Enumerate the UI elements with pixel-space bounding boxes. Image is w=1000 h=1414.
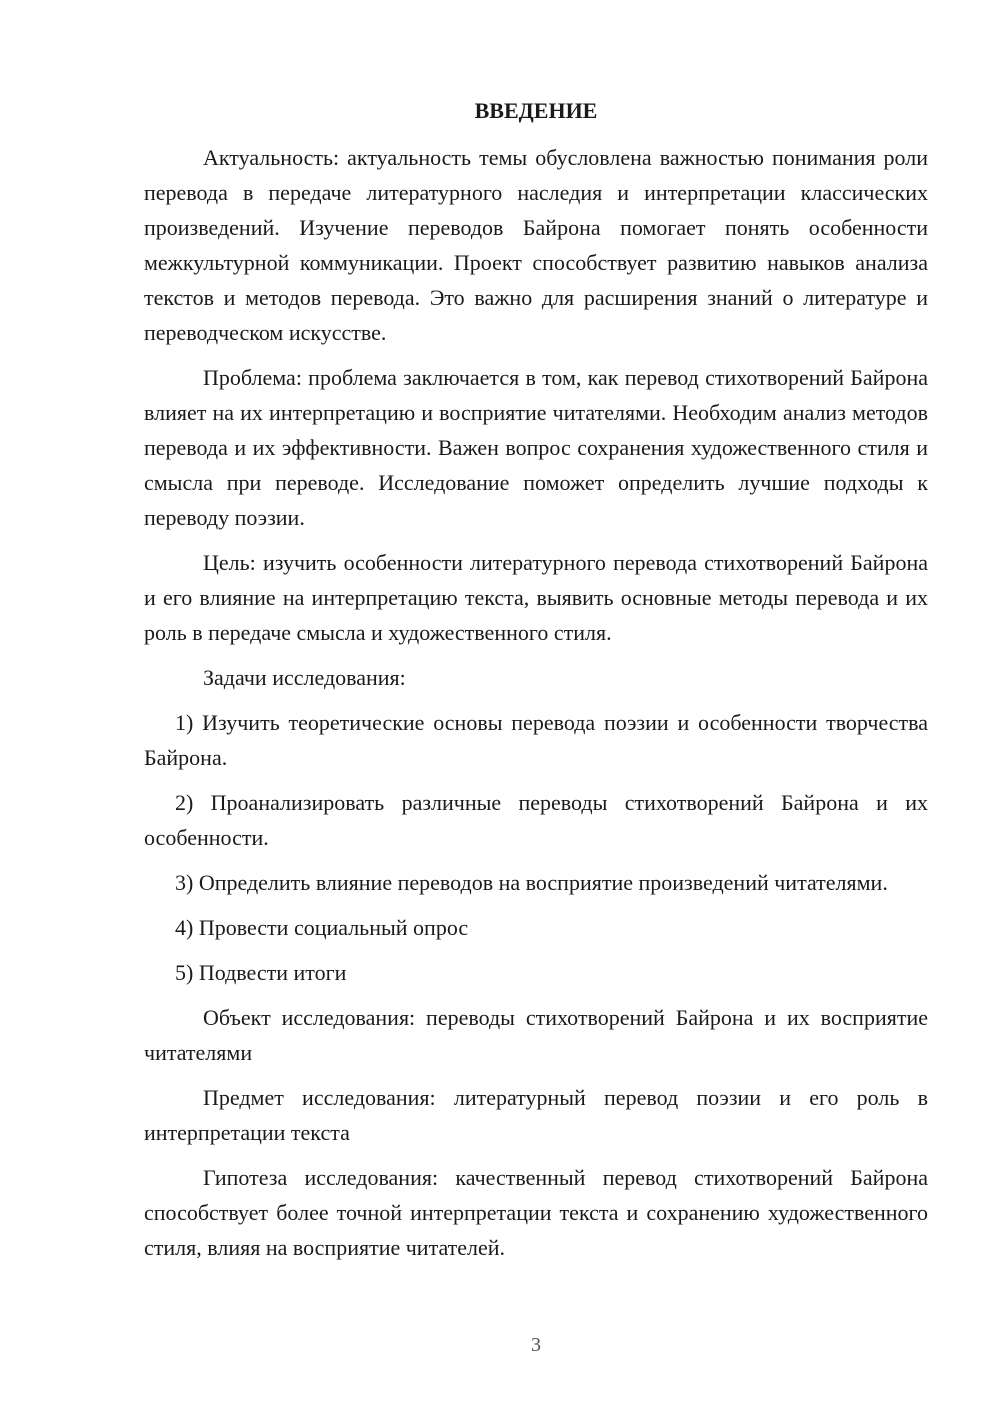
task-item-3: 3) Определить влияние переводов на восприятие произведений читателями. xyxy=(175,870,888,895)
paragraph-hypothesis: Гипотеза исследования: качественный перевод стихотворений Байрона способствует более точной интерпретации текста и сохранению художественного стиля, влияя на восприятие читателей. xyxy=(144,1165,928,1260)
document-body xyxy=(144,96,928,1275)
page-number: 3 xyxy=(531,1334,541,1356)
paragraph-goal: Цель: изучить особенности литературного перевода стихотворений Байрона и его влияние на интерпретацию текста, выявить основные методы перевода и их роль в передаче смысла и художественного стиля. xyxy=(144,550,928,645)
paragraph-tasks-heading: Задачи исследования: xyxy=(203,665,406,690)
task-item-1: 1) Изучить теоретические основы перевода поэзии и особенности творчества Байрона. xyxy=(144,710,928,770)
task-item-4: 4) Провести социальный опрос xyxy=(175,915,469,940)
task-item-2: 2) Проанализировать различные переводы стихотворений Байрона и их особенности. xyxy=(144,790,928,850)
paragraph-problem: Проблема: проблема заключается в том, как перевод стихотворений Байрона влияет на их интерпретацию и восприятие читателями. Необходим анализ методов перевода и их эффективности. Важен вопрос сохранения художественного стиля и смысла при переводе. Исследование поможет определить лучшие подходы к переводу поэзии. xyxy=(144,365,928,530)
paragraph-object: Объект исследования: переводы стихотворений Байрона и их восприятие читателями xyxy=(144,1005,928,1065)
paragraph-relevance: Актуальность: актуальность темы обусловлена важностью понимания роли перевода в передаче литературного наследия и интерпретации классических произведений. Изучение переводов Байрона помогает понять особенности межкультурной коммуникации. Проект способствует развитию навыков анализа текстов и методов перевода. Это важно для расширения знаний о литературе и переводческом искусстве. xyxy=(144,145,928,345)
paragraph-subject: Предмет исследования: литературный перевод поэзии и его роль в интерпретации текста xyxy=(144,1085,928,1145)
section-heading: ВВЕДЕНИЕ xyxy=(474,98,598,123)
task-item-5: 5) Подвести итоги xyxy=(175,960,347,985)
